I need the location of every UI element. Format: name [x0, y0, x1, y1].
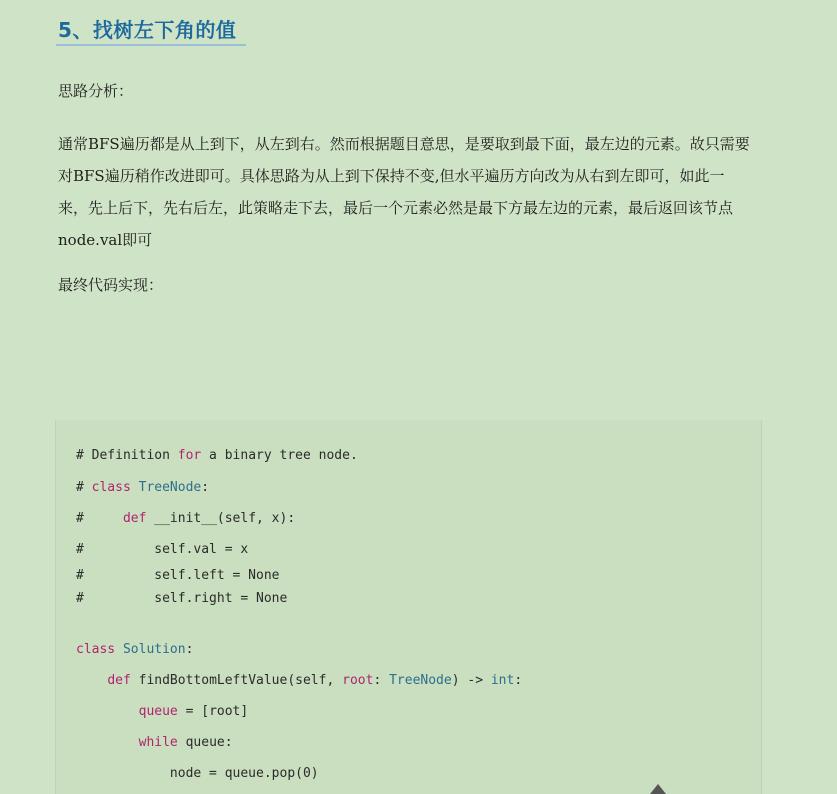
code-line: # Definition for a binary tree node. — [76, 448, 358, 463]
code-line: # self.val = x — [76, 542, 249, 557]
code-line: # self.left = None — [76, 568, 280, 583]
code-line: def findBottomLeftValue(self, root: TreeNode) -> int: — [107, 673, 523, 688]
section-heading: 5、找树左下角的值 — [58, 18, 237, 42]
code-line: # def __init__(self, x): — [76, 511, 296, 526]
code-line: class Solution: — [76, 642, 194, 657]
scroll-caret-icon[interactable] — [650, 784, 666, 794]
code-line: node = queue.pop(0) — [76, 766, 319, 781]
code-line: queue = [root] — [138, 704, 249, 719]
code-line: while queue: — [138, 735, 233, 750]
analysis-label: 思路分析： — [58, 82, 134, 100]
paragraph-line: 来，先上后下，先右后左，此策略走下去，最后一个元素必然是最下方最左边的元素，最后返回该节点 — [58, 199, 734, 217]
code-line: # self.right = None — [76, 591, 288, 606]
paragraph-line: 通常BFS遍历都是从上到下，从左到右。然而根据题目意思，是要取到最下面，最左边的元素。故只需要 — [58, 135, 750, 153]
paragraph-line: 对BFS遍历稍作改进即可。具体思路为从上到下保持不变,但水平遍历方向改为从右到左即可，如此一 — [58, 167, 725, 185]
paragraph-line: node.val即可 — [58, 231, 153, 249]
final-code-label: 最终代码实现： — [58, 276, 164, 294]
heading-underline — [56, 44, 246, 46]
analysis-paragraph — [58, 128, 828, 256]
code-line: # class TreeNode: — [76, 480, 210, 495]
